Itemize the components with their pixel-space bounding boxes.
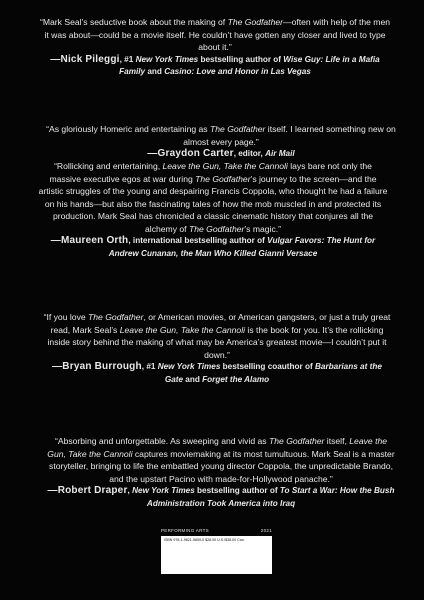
blurb-quote: “Rollicking and entertaining, Leave the Gun, Take the Cannoli lays bare not only the massive executive egos at war during The Godfather’s journey to the screen—and the artistic struggles of the young and despairing Francis Coppola, who thought he had a failure on his hands—but also the fascinating tales of how the mob muscled in and protected its production. Mark Seal has chronicled a classic cinematic history that conjures all the alchemy of The Godfather’s magic.” [38,161,388,234]
barcode-area [161,528,272,574]
category-label: PERFORMING ARTS [161,528,209,533]
blurb-pileggi [40,16,390,79]
year-label: 2021 [260,528,272,533]
blurb-attribution: —Graydon Carter, editor, Air Mail [147,148,295,159]
barcode-panel [161,536,272,574]
barcode-header [161,528,272,533]
blurb-quote: “Absorbing and unforgettable. As sweeping and vivid as The Godfather itself, Leave the Gun, Take the Cannoli captures moviemaking at its most tumultuous. Mark Seal is a master storyteller, bringing to life the embattled young director Coppola, the unpredictable Brando, and the upstart Pacino with made-for-Hollywood panache.” [47,436,395,484]
blurb-attribution: —Maureen Orth, international bestselling author of Vulgar Favors: The Hunt for Andrew Cunanan, the Man Who Killed Gianni Versace [50,235,376,258]
blurb-quote: “Mark Seal’s seductive book about the making of The Godfather—often with help of the men it was about—could be a movie itself. He couldn’t have gotten any closer and lived to type about it.” [40,17,391,52]
blurb-attribution: —Bryan Burrough, #1 New York Times bestselling coauthor of Barbarians at the Gate and Forget the Alamo [52,361,382,384]
blurb-draper [46,435,396,510]
blurb-attribution: —Robert Draper, New York Times bestselling author of To Start a War: How the Bush Administration Took America into Iraq [47,485,395,508]
blurb-quote: “As gloriously Homeric and entertaining as The Godfather itself. I learned something new on almost every page.” [46,124,396,147]
blurb-attribution: —Nick Pileggi, #1 New York Times bestselling author of Wise Guy: Life in a Mafia Family and Casino: Love and Honor in Las Vegas [50,53,380,76]
blurb-carter [46,123,396,161]
blurb-quote: “If you love The Godfather, or American movies, or American gangsters, or just a truly great read, Mark Seal’s Leave the Gun, Take the Cannoli is the book for you. It’s the rollicking inside story behind the making of what may be America’s greatest movie—I couldn’t put it down.” [43,312,391,360]
isbn-price-text: ISBN 978-1-9821-5859-0 $28.00 U.S./$38.00 Can. [164,538,245,542]
blurb-orth [38,160,388,260]
blurb-burrough [42,311,392,386]
